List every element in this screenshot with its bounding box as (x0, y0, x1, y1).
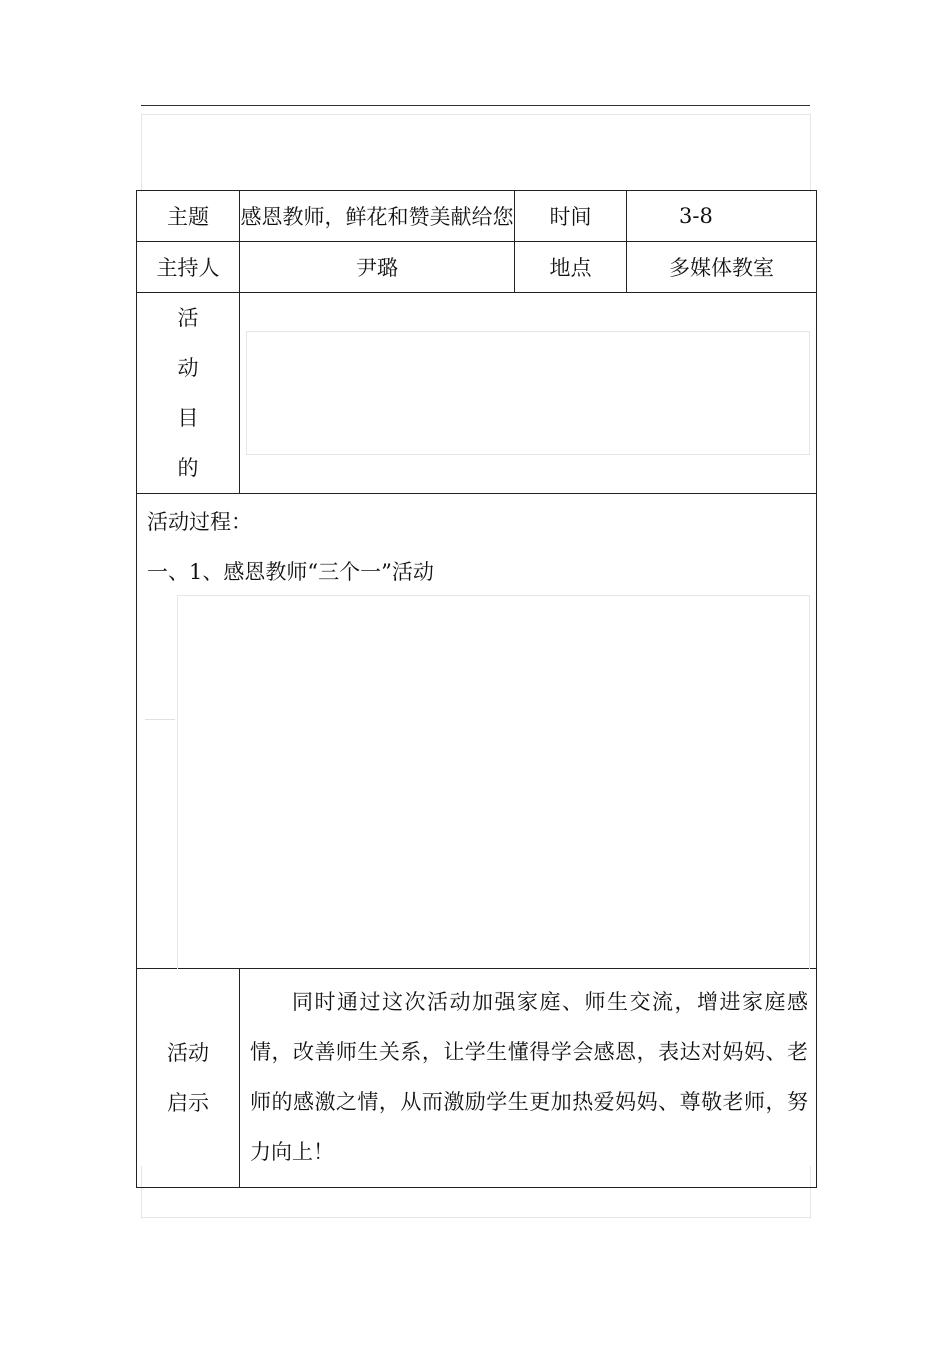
purpose-label-char: 的 (177, 456, 199, 480)
purpose-label-char: 动 (177, 356, 199, 380)
purpose-label (137, 293, 240, 494)
host-label: 主持人 (137, 242, 240, 293)
purpose-label-char: 活 (177, 306, 199, 330)
process-heading: 活动过程： (147, 510, 252, 534)
process-content (137, 494, 817, 969)
activity-form-table (136, 190, 817, 1188)
host-value: 尹璐 (240, 242, 515, 293)
theme-label: 主题 (137, 191, 240, 242)
reveal-label-line: 启示 (167, 1091, 209, 1115)
header-faint-frame (141, 114, 811, 192)
reveal-label-line: 活动 (167, 1041, 209, 1065)
process-faint-mark (145, 719, 175, 720)
process-item: 一、1、感恩教师“三个一”活动 (147, 560, 434, 584)
theme-row (137, 191, 817, 242)
reveal-text: 同时通过这次活动加强家庭、师生交流，增进家庭感情，改善师生关系，让学生懂得学会感恩，表达对妈妈、老师的感激之情，从而激励学生更加热爱妈妈、尊敬老师，努力向上！ (240, 969, 817, 1188)
purpose-faint-frame (246, 331, 810, 455)
host-row (137, 242, 817, 293)
purpose-row (137, 293, 817, 494)
process-faint-frame (177, 595, 810, 969)
location-label: 地点 (515, 242, 627, 293)
purpose-content (240, 293, 817, 494)
reveal-row (137, 969, 817, 1188)
location-value: 多媒体教室 (627, 242, 817, 293)
top-rule (141, 105, 810, 106)
theme-value: 感恩教师，鲜花和赞美献给您 (240, 191, 515, 242)
reveal-label (137, 969, 240, 1188)
purpose-label-char: 目 (177, 406, 199, 430)
process-row (137, 494, 817, 969)
time-label: 时间 (515, 191, 627, 242)
time-value: 3-8 (627, 191, 817, 242)
